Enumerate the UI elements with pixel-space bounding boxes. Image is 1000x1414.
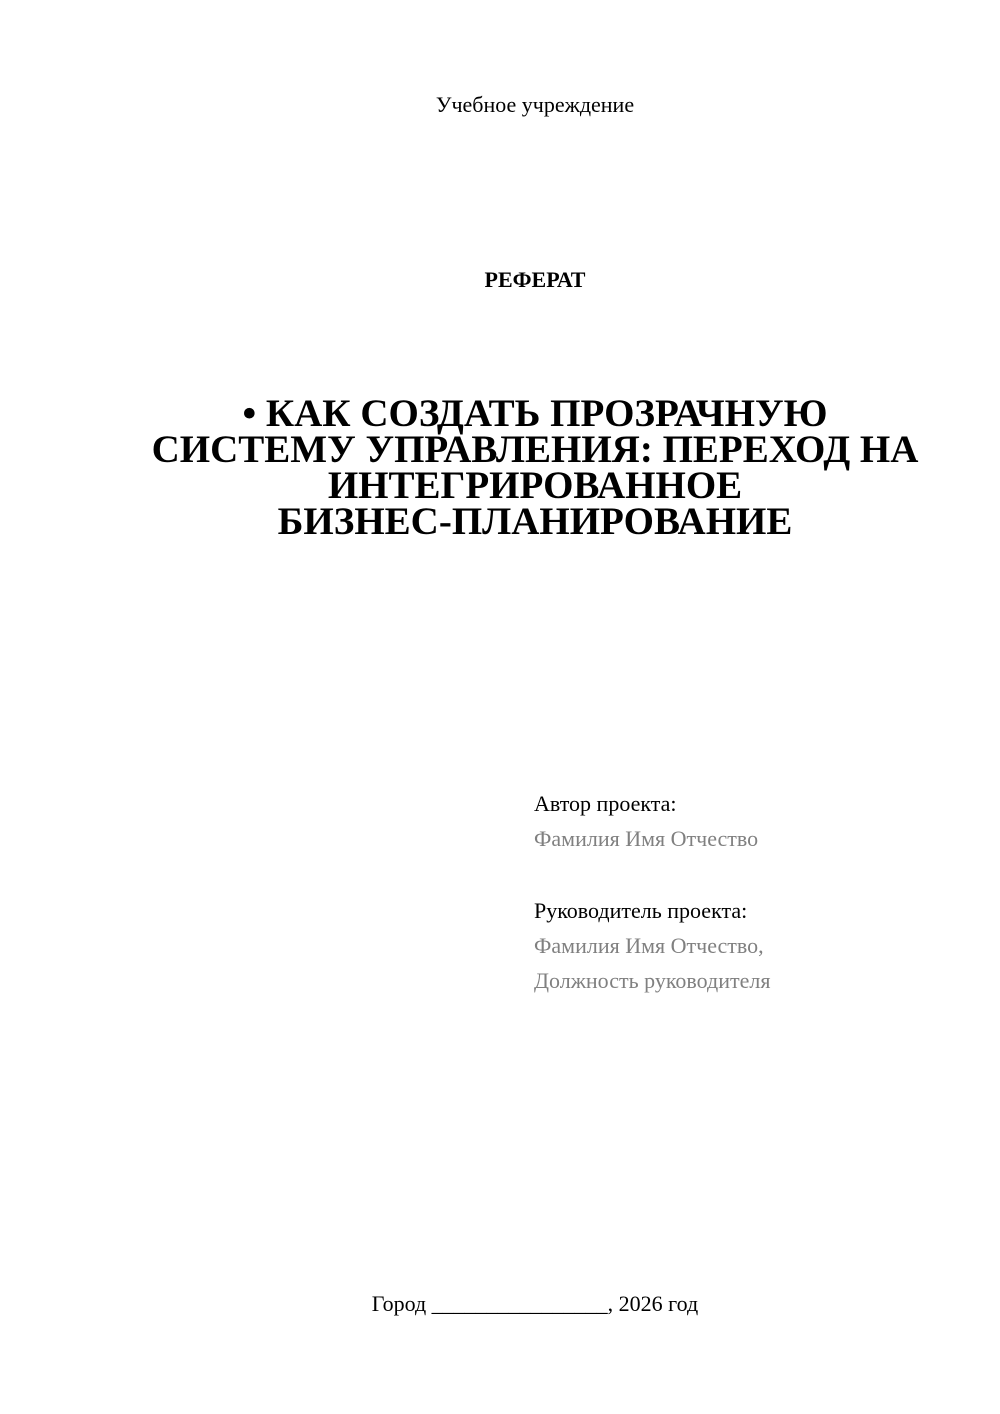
author-label: Автор проекта: bbox=[534, 791, 677, 816]
author-name: Фамилия Имя Отчество bbox=[534, 826, 759, 851]
supervisor-label: Руководитель проекта: bbox=[534, 898, 748, 923]
document-type: РЕФЕРАТ bbox=[484, 267, 586, 292]
institution-name: Учебное учреждение bbox=[435, 92, 635, 117]
supervisor-position: Должность руководителя bbox=[534, 968, 771, 993]
title-line: • КАК СОЗДАТЬ ПРОЗРАЧНУЮ bbox=[242, 392, 828, 435]
title-line: ИНТЕГРИРОВАННОЕ bbox=[327, 464, 743, 507]
city-year-footer: Город ________________, 2026 год bbox=[371, 1291, 699, 1316]
author-block bbox=[534, 786, 974, 856]
title-line: БИЗНЕС-ПЛАНИРОВАНИЕ bbox=[277, 500, 793, 543]
document-title bbox=[80, 392, 990, 543]
supervisor-name: Фамилия Имя Отчество, bbox=[534, 933, 764, 958]
supervisor-block bbox=[534, 893, 974, 998]
title-line: СИСТЕМУ УПРАВЛЕНИЯ: ПЕРЕХОД НА bbox=[151, 428, 919, 471]
